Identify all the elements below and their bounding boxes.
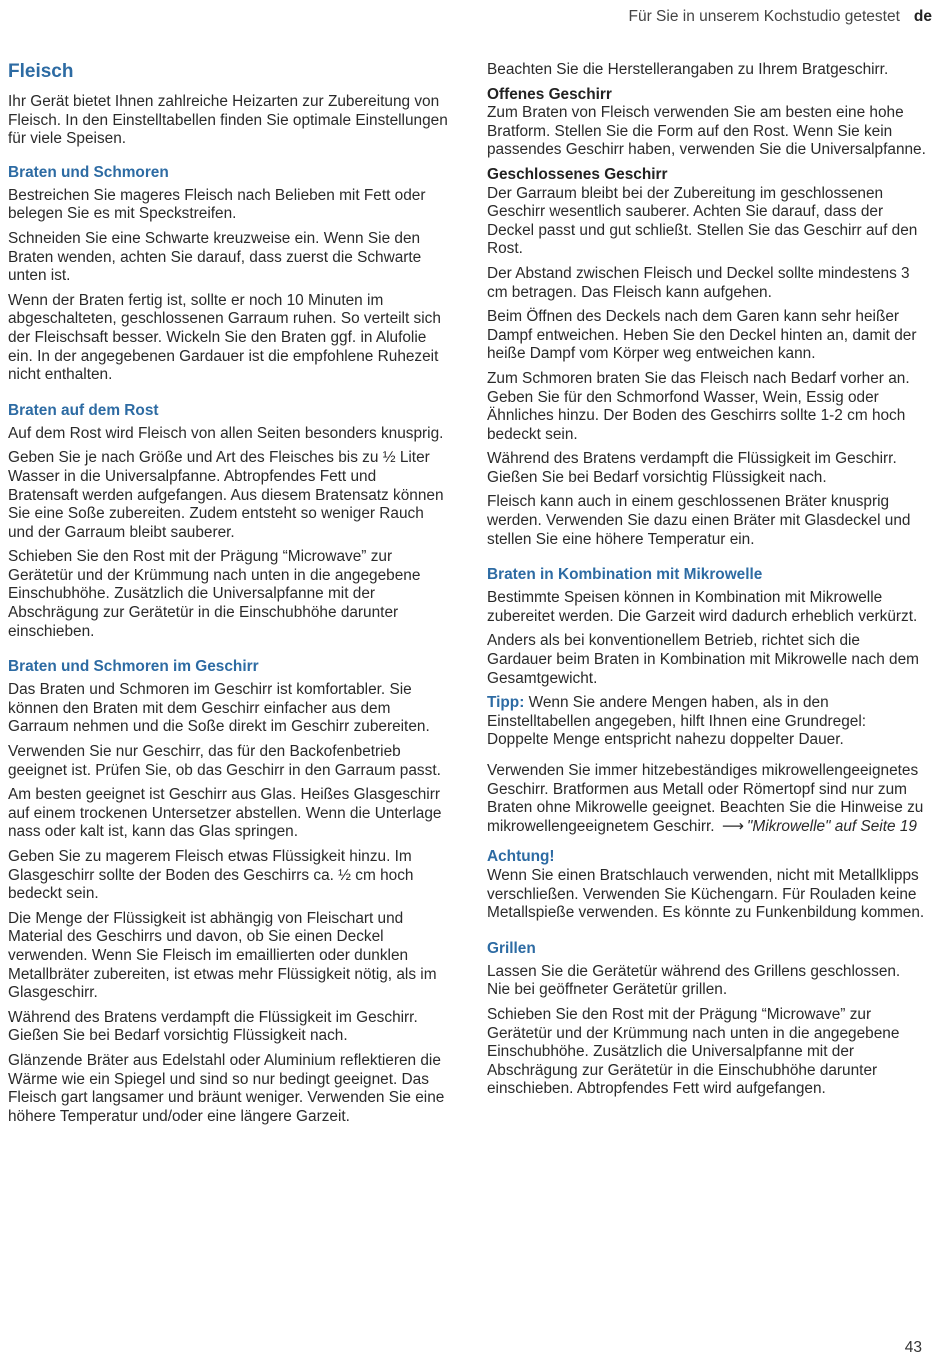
paragraph: Schieben Sie den Rost mit der Prägung “Microwave” zur Gerätetür und der Krümmung nach unten in die angegebene Einschubhöhe. Zusätzlich die Universalpfanne mit der Abschrägung zur Gerätetür in die Einschubhöhe darunter einschieben. [8,548,421,640]
paragraph: Zum Braten von Fleisch verwenden Sie am besten eine hohe Bratform. Stellen Sie die Form auf den Rost. Wenn Sie kein passendes Geschirr haben, verwenden Sie die Universalpfanne. [487,104,926,159]
tip-text: Wenn Sie andere Mengen haben, als in den Einstelltabellen angegeben, hilft Ihnen eine Grundregel: Doppelte Menge entspricht nahezu doppelter Dauer. [487,694,867,749]
paragraph: Bestreichen Sie mageres Fleisch nach Belieben mit Fett oder belegen Sie es mit Speckstreifen. [8,186,426,223]
paragraph: Schieben Sie den Rost mit der Prägung “Microwave” zur Gerätetür und der Krümmung nach unten in die angegebene Einschubhöhe. Zusätzlich die Universalpfanne mit der Abschrägung zur Gerätetür in die Einschubhöhe darunter einschieben. Abtropfendes Fett wird aufgefangen. [487,1005,900,1098]
section-heading-braten-rost: Braten auf dem Rost [8,401,159,419]
warning-label: Achtung! [487,848,555,866]
running-title: Für Sie in unserem Kochstudio getestet [628,8,900,25]
paragraph-microwave-cookware [487,762,927,836]
paragraph: Geben Sie zu magerem Fleisch etwas Flüssigkeit hinzu. Im Glasgeschirr sollte der Boden des Geschirrs ca. ½ cm hoch bedeckt sein. [8,848,414,903]
paragraph: Am besten geeignet ist Geschirr aus Glas. Heißes Glasgeschirr auf einem trockenen Untersetzer abstellen. Wenn die Unterlage nass oder kalt ist, kann das Glas springen. [8,786,442,841]
paragraph: Anders als bei konventionellem Betrieb, richtet sich die Gardauer beim Braten in Kombination mit Mikrowelle nach dem Gesamtgewicht. [487,632,919,687]
cross-reference-link[interactable]: "Mikrowelle" auf Seite 19 [746,817,917,835]
paragraph: Der Garraum bleibt bei der Zubereitung im geschlossenen Geschirr wesentlich sauberer. Achten Sie darauf, dass der Deckel passt und gut schließt. Stellen Sie das Geschirr auf den Rost. [487,184,918,258]
paragraph: Die Menge der Flüssigkeit ist abhängig von Fleischart und Material des Geschirrs und davon, ob Sie einen Deckel verwenden. Wenn Sie Fleisch im emaillierten oder dunklen Metallbräter zubereiten, ist etwas mehr Flüssigkeit nötig, als im Glasgeschirr. [8,909,437,1002]
subheading-geschlossenes-geschirr: Geschlossenes Geschirr [487,165,668,183]
arrow-right-icon: ⟶ [721,817,744,835]
language-code: de [913,8,932,25]
paragraph: Auf dem Rost wird Fleisch von allen Seiten besonders knusprig. [8,424,444,442]
right-column [487,61,927,1105]
left-column [8,60,448,1132]
running-header [629,8,933,26]
warning-note [487,848,927,922]
closed-cookware-block [487,166,927,259]
paragraph: Lassen Sie die Gerätetür während des Grillens geschlossen. Nie bei geöffneter Gerätetür grillen. [487,962,901,999]
paragraph: Wenn der Braten fertig ist, sollte er noch 10 Minuten im abgeschalteten, geschlossenen Garraum ruhen. So verteilt sich der Fleischsaft besser. Wickeln Sie den Braten ggf. in Alufolie ein. In der angegebenen Gardauer ist die empfohlene Ruhezeit nicht enthalten. [8,291,441,384]
paragraph: Während des Bratens verdampft die Flüssigkeit im Geschirr. Gießen Sie bei Bedarf vorsichtig Flüssigkeit nach. [8,1008,418,1045]
page-number: 43 [904,1339,922,1356]
subheading-offenes-geschirr: Offenes Geschirr [487,85,612,103]
paragraph: Fleisch kann auch in einem geschlossenen Bräter knusprig werden. Verwenden Sie dazu einen Bräter mit Glasdeckel und stellen Sie eine höhere Temperatur ein. [487,493,911,548]
paragraph: Schneiden Sie eine Schwarte kreuzweise ein. Wenn Sie den Braten wenden, achten Sie darauf, dass zuerst die Schwarte unten ist. [8,229,422,285]
tip-label: Tipp: [487,694,525,712]
open-cookware-block [487,86,927,160]
section-heading-braten-schmoren: Braten und Schmoren [8,163,169,181]
page-title: Fleisch [8,61,74,82]
paragraph: Das Braten und Schmoren im Geschirr ist komfortabler. Sie können den Braten mit dem Geschirr einfacher aus dem Garraum nehmen und die Soße direkt im Geschirr zubereiten. [8,681,430,736]
paragraph: Glänzende Bräter aus Edelstahl oder Aluminium reflektieren die Wärme wie ein Spiegel und sind so nur bedingt geeignet. Das Fleisch gart langsamer und bräunt weniger. Verwenden Sie eine höhere Temperatur und/oder eine längere Garzeit. [8,1051,445,1125]
paragraph: Beim Öffnen des Deckels nach dem Garen kann sehr heißer Dampf entweichen. Heben Sie den Deckel hinten an, damit der heiße Dampf vom Körper weg entweichen kann. [487,308,917,363]
paragraph: Zum Schmoren braten Sie das Fleisch nach Bedarf vorher an. Geben Sie für den Schmorfond Wasser, Wein, Essig oder Ähnliches hinzu. Der Boden des Geschirrs sollte 1-2 cm hoch bedeckt sein. [487,369,910,443]
paragraph: Beachten Sie die Herstellerangaben zu Ihrem Bratgeschirr. [487,61,889,78]
paragraph-text: Verwenden Sie immer hitzebeständiges mikrowellengeeignetes Geschirr. Bratformen aus Metall oder Römertopf sind nur zum Braten ohne Mikrowelle geeignet. Beachten Sie die Hinweise zu mikrowellengeeignetem Geschirr. [487,762,924,835]
paragraph: Verwenden Sie nur Geschirr, das für den Backofenbetrieb geeignet ist. Prüfen Sie, ob das Geschirr in den Garraum passt. [8,743,441,779]
paragraph: Bestimmte Speisen können in Kombination mit Mikrowelle zubereitet werden. Die Garzeit wird dadurch erheblich verkürzt. [487,589,918,625]
section-heading-kombination-mikrowelle: Braten in Kombination mit Mikrowelle [487,566,763,584]
paragraph: Während des Bratens verdampft die Flüssigkeit im Geschirr. Gießen Sie bei Bedarf vorsichtig Flüssigkeit nach. [487,450,897,486]
intro-paragraph: Ihr Gerät bietet Ihnen zahlreiche Heizarten zur Zubereitung von Fleisch. In den Einstelltabellen finden Sie optimale Einstellungen für viele Speisen. [8,93,448,148]
tip-note [487,694,927,750]
paragraph: Geben Sie je nach Größe und Art des Fleisches bis zu ½ Liter Wasser in die Universalpfanne. Abtropfendes Fett und Bratensaft werden aufgefangen. Aus diesem Bratensatz können Sie eine Soße zubereiten. Zudem entsteht so weniger Rauch und der Garraum bleibt sauberer. [8,449,444,541]
section-heading-braten-geschirr: Braten und Schmoren im Geschirr [8,658,259,676]
warning-text: Wenn Sie einen Bratschlauch verwenden, nicht mit Metallklipps verschließen. Verwenden Sie Küchengarn. Für Rouladen keine Metallspieße verwenden. Es könnte zu Funkenbildung kommen. [487,866,925,922]
section-heading-grillen: Grillen [487,939,536,957]
paragraph: Der Abstand zwischen Fleisch und Deckel sollte mindestens 3 cm betragen. Das Fleisch kann aufgehen. [487,264,910,301]
